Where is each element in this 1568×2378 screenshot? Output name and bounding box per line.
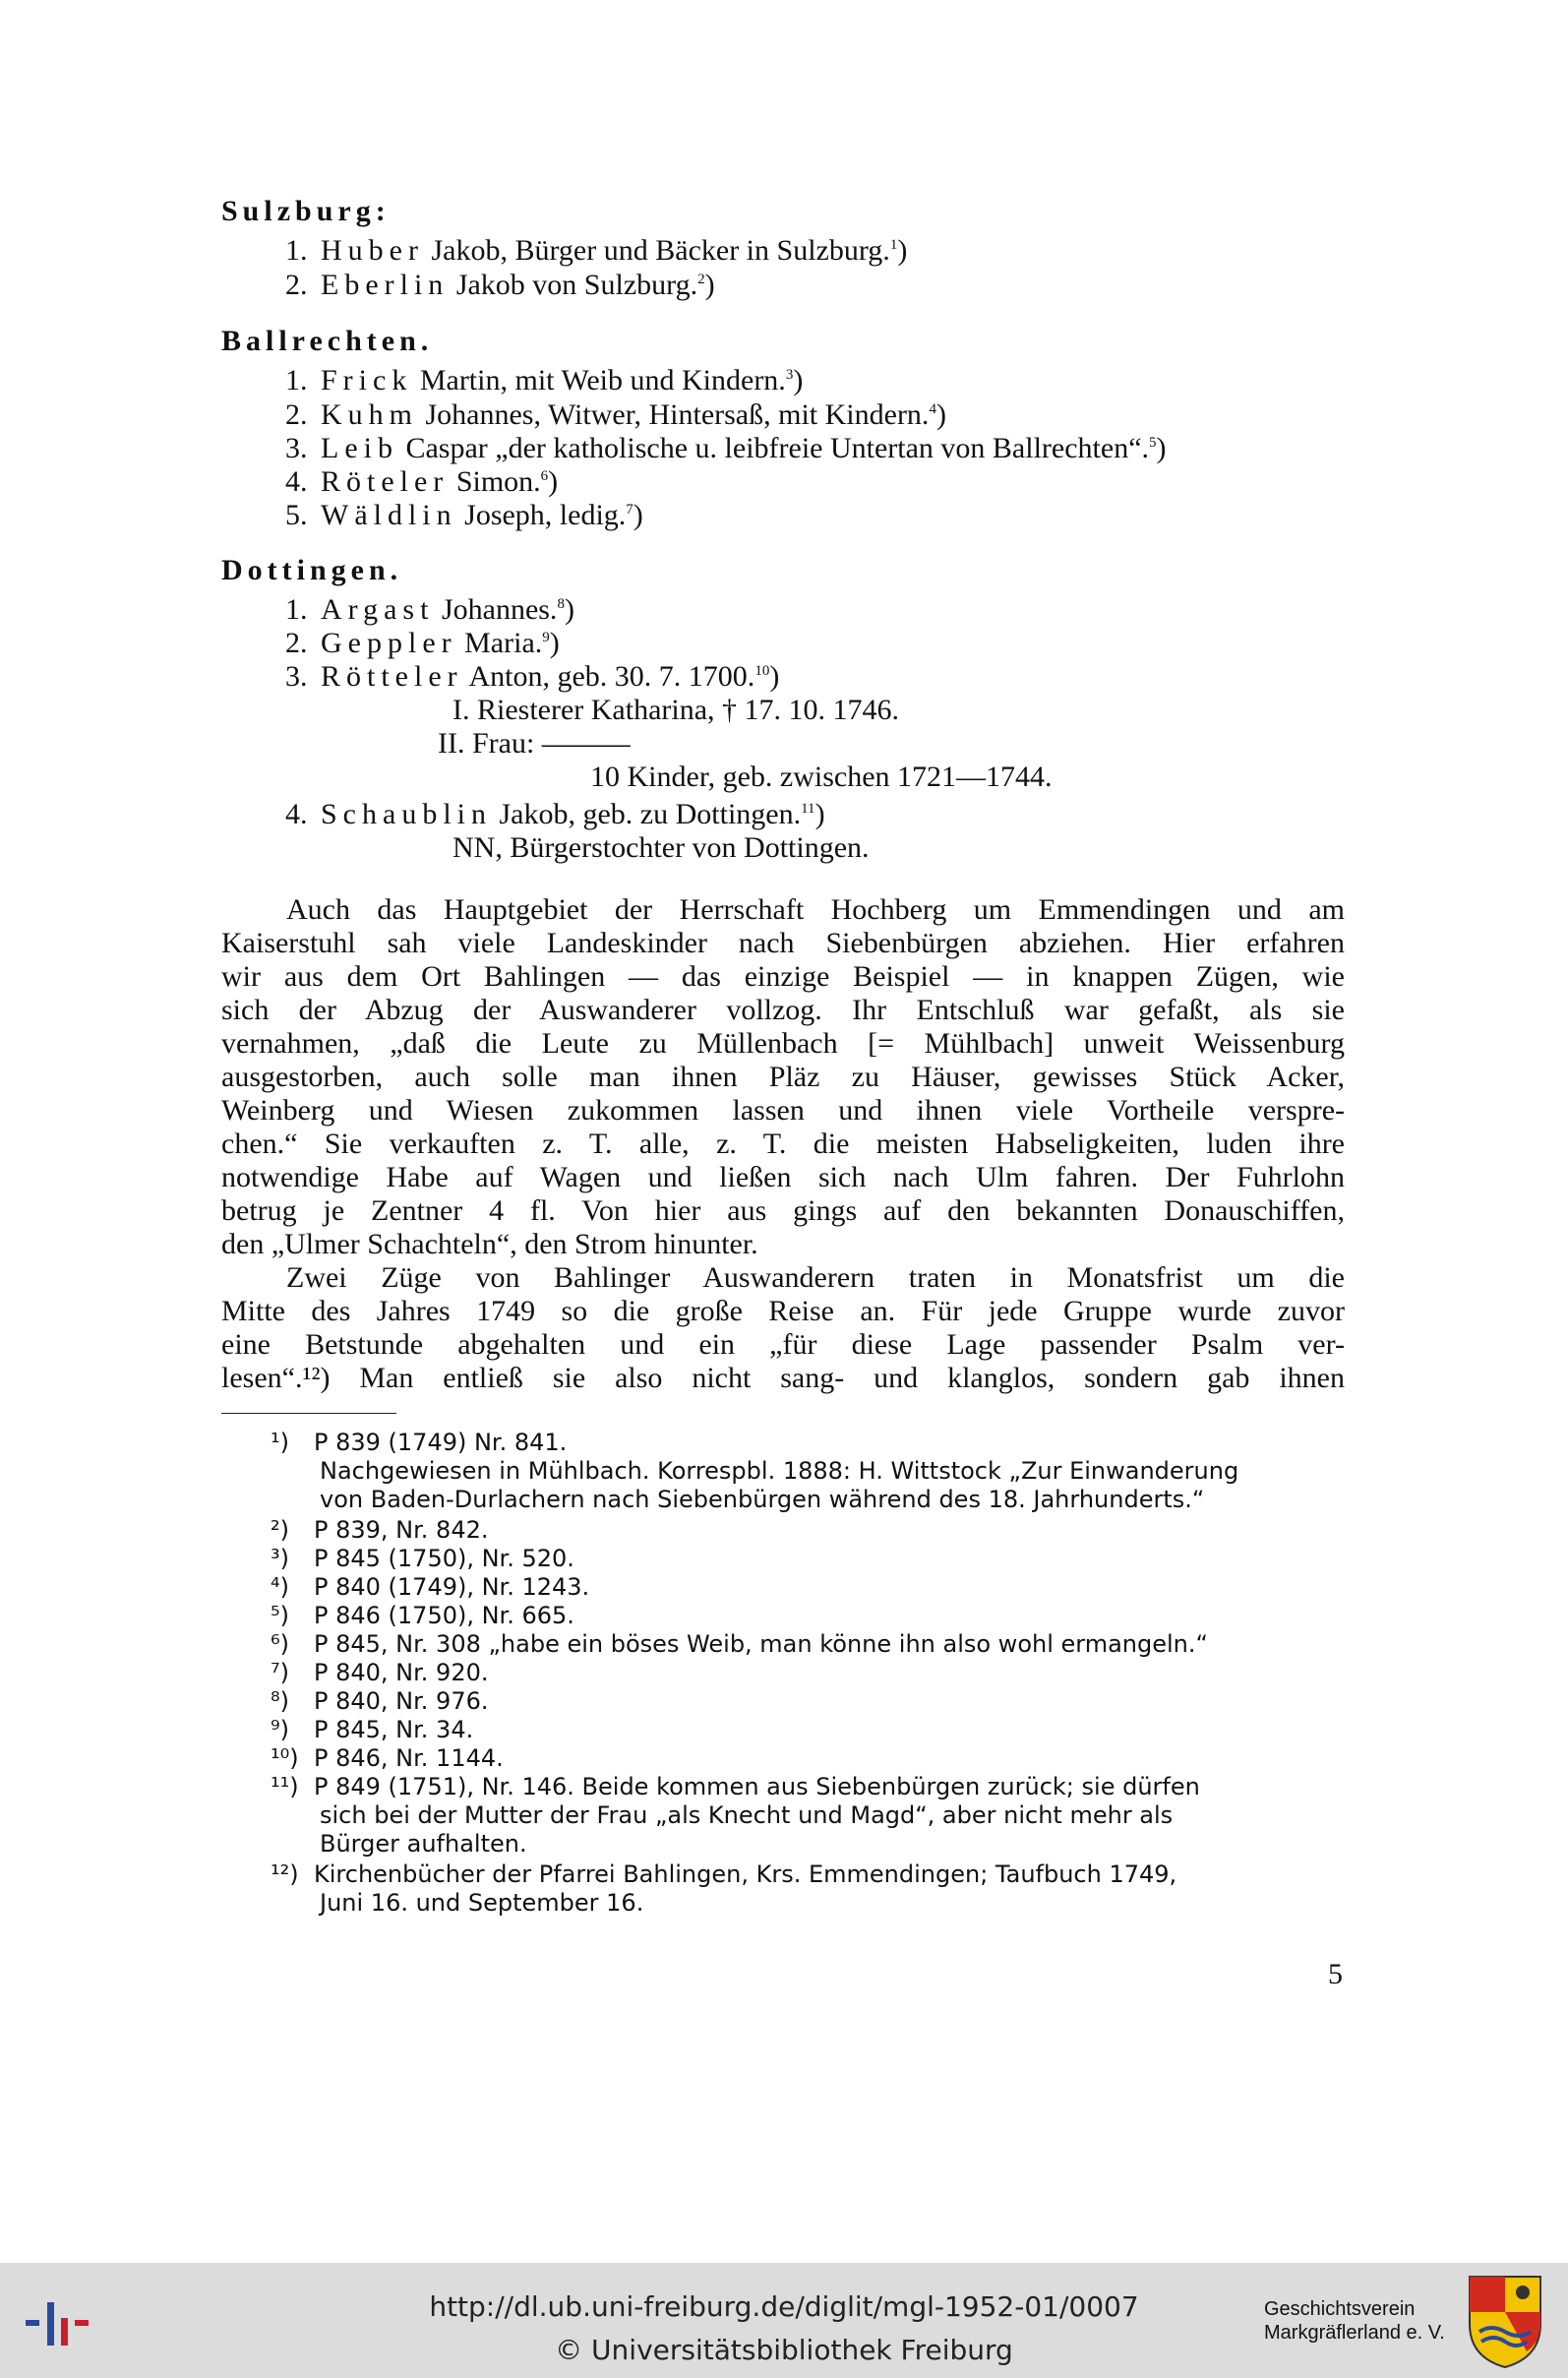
entry-text: Johannes, Witwer, Hintersaß, mit Kindern.: [418, 398, 930, 431]
entry-ballrechten-4: [285, 465, 558, 499]
paragraph-line: notwendige Habe auf Wagen und ließen sich nach Ulm fahren. Der Fuhrlohn: [221, 1161, 1345, 1193]
footnote-text: Kirchenbücher der Pfarrei Bahlingen, Krs. Emmendingen; Taufbuch 1749,: [314, 1860, 1177, 1888]
entry-surname: Geppler: [321, 627, 457, 659]
entry-sulzburg-2: [285, 269, 715, 302]
footnote-mark: ⁵): [271, 1602, 289, 1629]
section-heading-sulzburg: Sulzburg:: [221, 195, 391, 227]
footnote-text: P 849 (1751), Nr. 146. Beide kommen aus Siebenbürgen zurück; sie dürfen: [314, 1773, 1200, 1800]
footnote-ref-close: ): [935, 398, 946, 431]
paragraph-line: sich der Abzug der Auswanderer vollzog. Ihr Entschluß war gefaßt, als sie: [221, 994, 1345, 1026]
footnote-3: [271, 1545, 574, 1572]
footnote-text: P 840, Nr. 976.: [314, 1687, 489, 1715]
footnote-ref-close: ): [769, 660, 780, 693]
paragraph-line: eine Betstunde abgehalten und ein „für diese Lage passender Psalm ver-: [221, 1328, 1345, 1361]
section-heading-ballrechten: Ballrechten.: [221, 325, 434, 357]
footnote-1: [271, 1429, 567, 1456]
footnote-text: P 846, Nr. 1144.: [314, 1744, 504, 1772]
footnote-ref: 5: [1149, 435, 1157, 451]
paragraph-line: ausgestorben, auch solle man ihnen Pläz zu Häuser, gewisses Stück Acker,: [221, 1061, 1345, 1093]
footnote-2: [271, 1516, 488, 1544]
footnote-text: P 840 (1749), Nr. 1243.: [314, 1573, 590, 1601]
footnote-8: [271, 1687, 488, 1715]
footnote-ref: 9: [542, 630, 550, 645]
footnote-11-cont: Bürger aufhalten.: [320, 1830, 527, 1858]
entry-text: Jakob, Bürger und Bäcker in Sulzburg.: [423, 234, 890, 267]
entry-ballrechten-5: [285, 499, 643, 532]
paragraph-line: betrug je Zentner 4 fl. Von hier aus gings auf den bekannten Donauschiffen,: [221, 1194, 1345, 1227]
footnote-ref: 7: [626, 502, 633, 518]
footnote-mark: ¹⁰): [271, 1744, 299, 1772]
entry-number: 2.: [285, 398, 308, 431]
footnote-ref: 8: [557, 596, 565, 612]
entry-surname: Huber: [321, 234, 424, 267]
entry-surname: Eberlin: [321, 269, 450, 301]
wife-entry-1: I. Riesterer Katharina, † 17. 10. 1746.: [452, 694, 900, 726]
footnote-text: P 839 (1749) Nr. 841.: [314, 1429, 568, 1456]
footnote-11: [271, 1773, 1200, 1800]
footnote-ref: 3: [785, 367, 794, 383]
footnote-11-cont: sich bei der Mutter der Frau „als Knecht und Magd“, aber nicht mehr als: [320, 1801, 1174, 1829]
entry-number: 3.: [285, 432, 308, 464]
footnote-text: P 840, Nr. 920.: [314, 1659, 489, 1686]
footnote-ref-close: ): [633, 499, 643, 531]
entry-number: 2.: [285, 269, 308, 301]
copyright-notice: © Universitätsbibliothek Freiburg: [555, 2334, 1013, 2366]
footnote-mark: ⁹): [271, 1716, 289, 1743]
footnote-mark: ³): [271, 1545, 289, 1572]
footnote-ref: 1: [889, 237, 898, 253]
entry-text: Caspar „der katholische u. leibfreie Untertan von Ballrechten“.: [397, 432, 1150, 464]
footnote-text: P 845, Nr. 308 „habe ein böses Weib, man könne ihn also wohl ermangeln.“: [314, 1630, 1208, 1658]
page-number: 5: [1328, 1958, 1343, 1990]
paragraph-line: Auch das Hauptgebiet der Herrschaft Hochberg um Emmendingen und am: [286, 893, 1345, 926]
wife-entry-2: II. Frau: ———: [438, 727, 631, 760]
wife-entry-schaublin: NN, Bürgerstochter von Dottingen.: [452, 831, 870, 864]
entry-surname: Frick: [321, 364, 413, 396]
entry-surname: Wäldlin: [321, 499, 457, 531]
footnote-text: P 839, Nr. 842.: [314, 1516, 489, 1544]
paragraph-line: lesen“.¹²) Man entließ sie also nicht sang- und klanglos, sondern gab ihnen: [221, 1362, 1345, 1394]
footnote-7: [271, 1659, 488, 1686]
footnote-12-cont: Juni 16. und September 16.: [320, 1889, 644, 1917]
footnote-ref-close: ): [548, 465, 559, 498]
entry-surname: Rötteler: [321, 660, 463, 693]
permalink-url[interactable]: http://dl.ub.uni-freiburg.de/diglit/mgl-1952-01/0007: [429, 2290, 1139, 2323]
entry-number: 4.: [285, 798, 308, 830]
footnote-ref-close: ): [704, 269, 715, 301]
footnote-ref-close: ): [897, 234, 908, 267]
footnote-mark: ¹²): [271, 1860, 299, 1888]
footnote-text: P 846 (1750), Nr. 665.: [314, 1602, 574, 1629]
footnote-4: [271, 1573, 589, 1601]
footnote-ref: 6: [540, 468, 549, 484]
body-paragraph-1: [221, 893, 1345, 1261]
footnote-ref: 4: [929, 401, 936, 417]
entry-number: 1.: [285, 593, 308, 626]
footnote-ref: 11: [801, 801, 815, 817]
paragraph-line: den „Ulmer Schachteln“, den Strom hinunter.: [221, 1228, 758, 1260]
footnote-ref-close: ): [549, 627, 560, 659]
entry-number: 1.: [285, 364, 308, 396]
entry-surname: Leib: [321, 432, 398, 464]
footnote-9: [271, 1716, 473, 1743]
footnote-1-cont: von Baden-Durlachern nach Siebenbürgen während des 18. Jahrhunderts.“: [320, 1486, 1205, 1513]
footnote-mark: ⁴): [271, 1573, 289, 1601]
entry-text: Jakob von Sulzburg.: [449, 269, 698, 301]
publisher-line-1: Geschichtsverein: [1264, 2298, 1416, 2320]
footnote-mark: ¹¹): [271, 1773, 299, 1800]
footnote-ref-close: ): [793, 364, 804, 396]
footnote-ref: 2: [697, 272, 705, 287]
children-note: 10 Kinder, geb. zwischen 1721—1744.: [590, 761, 1053, 793]
footnote-text: P 845, Nr. 34.: [314, 1716, 474, 1743]
paragraph-line: wir aus dem Ort Bahlingen — das einzige Beispiel — in knappen Zügen, wie: [221, 960, 1345, 993]
footnote-mark: ²): [271, 1516, 289, 1544]
body-paragraph-2: [221, 1261, 1345, 1395]
entry-dottingen-3: [285, 660, 779, 694]
entry-text: Maria.: [456, 627, 543, 659]
paragraph-line: Kaiserstuhl sah viele Landeskinder nach Siebenbürgen abziehen. Hier erfahren: [221, 927, 1345, 959]
entry-text: Joseph, ledig.: [456, 499, 627, 531]
entry-ballrechten-3: [285, 432, 1167, 465]
entry-surname: Schaublin: [321, 798, 492, 830]
entry-surname: Röteler: [321, 465, 450, 498]
footnote-mark: ⁷): [271, 1659, 289, 1686]
footnote-mark: ¹): [271, 1429, 289, 1456]
entry-number: 5.: [285, 499, 308, 531]
footnote-ref-close: ): [564, 593, 574, 626]
paragraph-line: Weinberg und Wiesen zukommen lassen und ihnen viele Vortheile verspre-: [221, 1094, 1345, 1127]
paragraph-line: Zwei Züge von Bahlinger Auswanderern traten in Monatsfrist um die: [286, 1261, 1345, 1294]
footnote-5: [271, 1602, 574, 1629]
footnote-1-cont: Nachgewiesen in Mühlbach. Korrespbl. 1888: H. Wittstock „Zur Einwanderung: [320, 1457, 1239, 1485]
entry-number: 4.: [285, 465, 308, 498]
entry-text: Martin, mit Weib und Kindern.: [412, 364, 786, 396]
entry-surname: Kuhm: [321, 398, 418, 431]
footnote-text: P 845 (1750), Nr. 520.: [314, 1545, 574, 1572]
entry-number: 3.: [285, 660, 308, 693]
entry-dottingen-4: [285, 798, 825, 831]
entry-dottingen-1: [285, 593, 574, 627]
entry-sulzburg-1: [285, 234, 907, 268]
entry-ballrechten-2: [285, 398, 946, 432]
entry-text: Johannes.: [434, 593, 558, 626]
entry-text: Jakob, geb. zu Dottingen.: [492, 798, 802, 830]
section-heading-dottingen: Dottingen.: [221, 554, 403, 586]
entry-number: 1.: [285, 234, 308, 267]
publisher-label: [1264, 2297, 1445, 2345]
footnote-6: [271, 1630, 1208, 1658]
paragraph-line: vernahmen, „daß die Leute zu Müllenbach [= Mühlbach] unweit Weissenburg: [221, 1027, 1345, 1060]
footnote-12: [271, 1860, 1176, 1888]
entry-text: Simon.: [449, 465, 541, 498]
footnote-10: [271, 1744, 504, 1772]
footnote-mark: ⁸): [271, 1687, 289, 1715]
entry-ballrechten-1: [285, 364, 803, 397]
paragraph-line: Mitte des Jahres 1749 so die große Reise an. Für jede Gruppe wurde zuvor: [221, 1295, 1345, 1327]
entry-text: Anton, geb. 30. 7. 1700.: [462, 660, 755, 693]
entry-surname: Argast: [321, 593, 435, 626]
footnote-ref-close: ): [814, 798, 825, 830]
publisher-line-2: Markgräflerland e. V.: [1264, 2322, 1445, 2344]
footnote-ref: 10: [754, 663, 770, 679]
paragraph-line: chen.“ Sie verkauften z. T. alle, z. T. die meisten Habseligkeiten, luden ihre: [221, 1128, 1345, 1160]
footnote-separator: [221, 1413, 396, 1414]
footnote-ref-close: ): [1156, 432, 1167, 464]
footnote-mark: ⁶): [271, 1630, 289, 1658]
coat-of-arms-icon: [1466, 2273, 1544, 2369]
entry-dottingen-2: [285, 627, 560, 660]
entry-number: 2.: [285, 627, 308, 659]
